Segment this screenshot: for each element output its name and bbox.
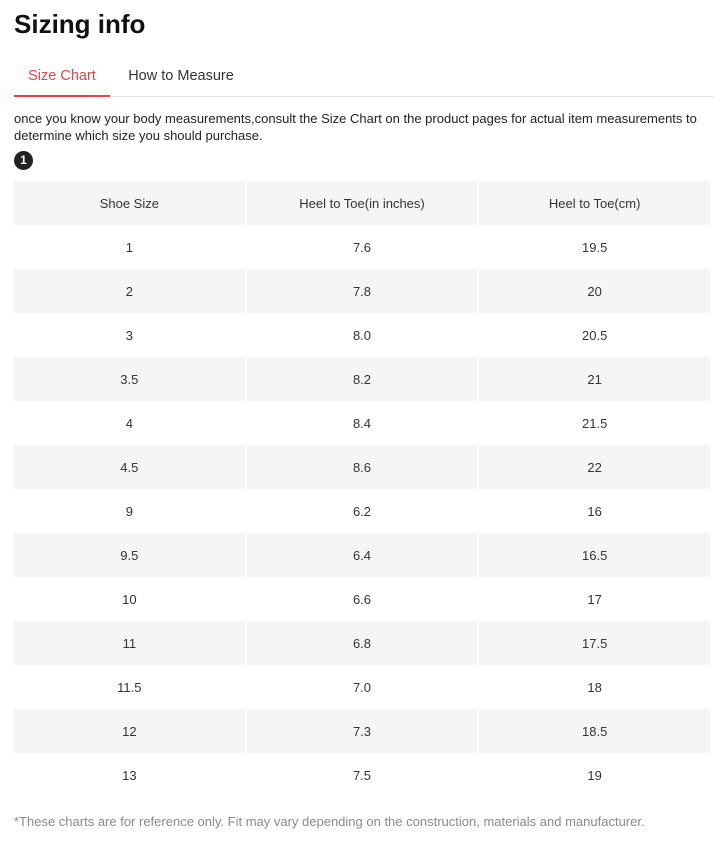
cell-shoe-size: 3.5 [14, 357, 245, 401]
table-row [14, 753, 710, 797]
cell-heel-to-toe-inches: 8.2 [247, 357, 478, 401]
cell-shoe-size: 3 [14, 313, 245, 357]
cell-shoe-size: 9 [14, 489, 245, 533]
cell-shoe-size: 11.5 [14, 665, 245, 709]
cell-heel-to-toe-inches: 8.4 [247, 401, 478, 445]
cell-heel-to-toe-inches: 6.8 [247, 621, 478, 665]
cell-heel-to-toe-inches: 6.2 [247, 489, 478, 533]
table-row [14, 445, 710, 489]
cell-heel-to-toe-cm: 21.5 [479, 401, 710, 445]
cell-heel-to-toe-inches: 7.8 [247, 269, 478, 313]
cell-heel-to-toe-cm: 18.5 [479, 709, 710, 753]
table-row [14, 401, 710, 445]
cell-heel-to-toe-inches: 7.0 [247, 665, 478, 709]
cell-heel-to-toe-cm: 16 [479, 489, 710, 533]
cell-heel-to-toe-cm: 19 [479, 753, 710, 797]
cell-heel-to-toe-inches: 7.6 [247, 225, 478, 269]
cell-heel-to-toe-inches: 8.0 [247, 313, 478, 357]
header-heel-to-toe-inches: Heel to Toe(in inches) [247, 181, 478, 225]
cell-heel-to-toe-inches: 7.5 [247, 753, 478, 797]
table-row [14, 225, 710, 269]
table-row [14, 269, 710, 313]
cell-shoe-size: 2 [14, 269, 245, 313]
header-heel-to-toe-cm: Heel to Toe(cm) [479, 181, 710, 225]
table-row [14, 709, 710, 753]
table-row [14, 357, 710, 401]
cell-heel-to-toe-cm: 17 [479, 577, 710, 621]
cell-heel-to-toe-cm: 20 [479, 269, 710, 313]
cell-shoe-size: 4.5 [14, 445, 245, 489]
cell-shoe-size: 12 [14, 709, 245, 753]
table-row [14, 533, 710, 577]
tab-size-chart[interactable]: Size Chart [14, 60, 110, 97]
cell-heel-to-toe-inches: 8.6 [247, 445, 478, 489]
size-chart-table [12, 181, 712, 797]
tab-bar [14, 60, 714, 97]
table-header-row [14, 181, 710, 225]
table-row [14, 489, 710, 533]
intro-text: once you know your body measurements,consult the Size Chart on the product pages for actual item measurements to determine which size you should purchase. [14, 111, 697, 143]
cell-heel-to-toe-inches: 6.4 [247, 533, 478, 577]
header-shoe-size: Shoe Size [14, 181, 245, 225]
cell-shoe-size: 13 [14, 753, 245, 797]
cell-shoe-size: 9.5 [14, 533, 245, 577]
cell-shoe-size: 10 [14, 577, 245, 621]
table-row [14, 665, 710, 709]
table-row [14, 621, 710, 665]
cell-heel-to-toe-inches: 7.3 [247, 709, 478, 753]
cell-heel-to-toe-cm: 20.5 [479, 313, 710, 357]
cell-shoe-size: 1 [14, 225, 245, 269]
cell-heel-to-toe-cm: 19.5 [479, 225, 710, 269]
page-title: Sizing info [14, 9, 146, 39]
cell-heel-to-toe-inches: 6.6 [247, 577, 478, 621]
cell-shoe-size: 11 [14, 621, 245, 665]
table-row [14, 313, 710, 357]
cell-shoe-size: 4 [14, 401, 245, 445]
cell-heel-to-toe-cm: 17.5 [479, 621, 710, 665]
table-row [14, 577, 710, 621]
footnote: *These charts are for reference only. Fit may vary depending on the construction, materials and manufacturer. [14, 814, 645, 829]
tab-how-to-measure[interactable]: How to Measure [128, 68, 234, 84]
cell-heel-to-toe-cm: 21 [479, 357, 710, 401]
step-number-badge: 1 [14, 151, 33, 170]
cell-heel-to-toe-cm: 22 [479, 445, 710, 489]
cell-heel-to-toe-cm: 18 [479, 665, 710, 709]
cell-heel-to-toe-cm: 16.5 [479, 533, 710, 577]
